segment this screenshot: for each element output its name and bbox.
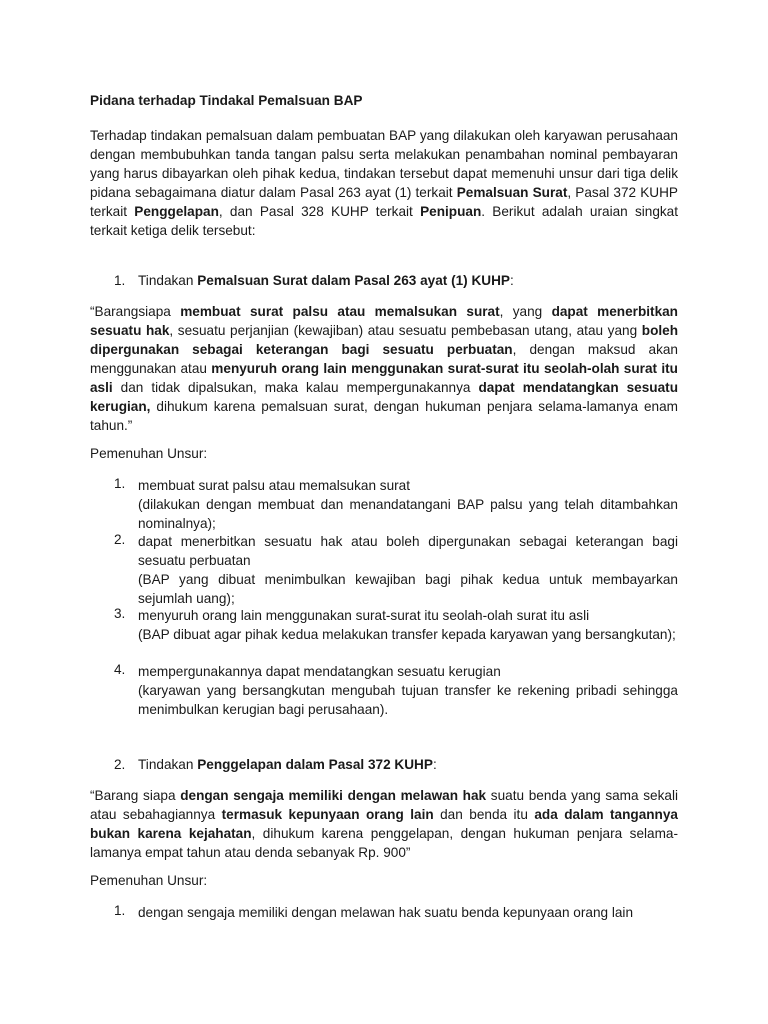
bold-phrase: membuat surat palsu atau memalsukan surat — [180, 304, 500, 319]
text-run: , dan Pasal 328 KUHP terkait — [218, 204, 421, 219]
bold-phrase: Penggelapan — [134, 204, 219, 219]
document-title: Pidana terhadap Tindakal Pemalsuan BAP — [90, 93, 363, 108]
article-372-quote — [90, 786, 678, 862]
bold-phrase: dengan sengaja memiliki dengan melawan hak — [180, 788, 487, 803]
text-run: dan benda itu — [433, 807, 535, 822]
text-run: , Pasal 372 KUHP terkait — [90, 185, 678, 219]
text-run: Tindakan — [138, 273, 198, 288]
text-run: , sesuatu perjanjian (kewajiban) atau sesuatu pembebasan utang, atau yang — [169, 323, 642, 338]
text-run: , yang — [499, 304, 552, 319]
elements-label-2: Pemenuhan Unsur: — [90, 873, 208, 888]
document-page: Pidana terhadap Tindakal Pemalsuan BAP Terhadap tindakan pemalsuan dalam pembuatan BAP yang dilakukan oleh karyawan perusahaan dengan membubuhkan tanda tangan palsu serta melakukan penambahan nominal pembayaran yang harus dibayarkan oleh pihak kedua, tindakan tersebut dapat memenuhi unsur dari tiga delik pidana sebagaimana diatur dalam Pasal 263 ayat (1) terkait Pemalsuan Surat, Pasal 372 KUHP terkait Penggelapan, dan Pasal 328 KUHP terkait Penipuan. Berikut adalah uraian singkat terkait ketiga delik tersebut: 1. Tindakan Pemalsuan Surat dalam Pasal 263 ayat (1) KUHP: “Barangsiapa membuat surat palsu atau memalsukan surat, yang dapat menerbitkan sesuatu hak, sesuatu perjanjian (kewajiban) atau sesuatu pembebasan utang, atau yang boleh dipergunakan sebagai keterangan bagi sesuatu perbuatan, dengan maksud akan menggunakan atau menyuruh orang lain menggunakan surat-surat itu seolah-olah surat itu asli dan tidak dipalsukan, maka kalau mempergunakannya dapat mendatangkan sesuatu kerugian, dihukum karena pemalsuan surat, dengan hukuman penjara selama-lamanya enam tahun.” Pemenuhan Unsur: 1. membuat surat palsu atau memalsukan surat (dilakukan dengan membuat dan menandatangani BAP palsu yang telah ditambahkan nominalnya); 2. dapat menerbitkan sesuatu hak atau boleh dipergunakan sebagai keterangan bagi sesuatu perbuatan (BAP yang dibuat menimbulkan kewajiban bagi pihak kedua untuk membayarkan sejumlah uang); 3. menyuruh orang lain menggunakan surat-surat itu seolah-olah surat itu asli (BAP dibuat agar pihak kedua melakukan transfer kepada karyawan yang bersangkutan); 4. mempergunakannya dapat mendatangkan sesuatu kerugian (karyawan yang bersangkutan mengubah tujuan transfer ke rekening pribadi sehingga menimbulkan kerugian bagi perusahaan). 2. Tindakan Penggelapan dalam Pasal 372 KUHP: “Barang siapa dengan sengaja memiliki dengan melawan hak suatu benda yang sama sekali atau sebahagiannya termasuk kepunyaan orang lain dan benda itu ada dalam tangannya bukan karena kejahatan, dihukum karena penggelapan, dengan hukuman penjara selama-lamanya empat tahun atau denda sebanyak Rp. 900” Pemenuhan Unsur: 1. dengan sengaja memiliki dengan melawan hak suatu benda kepunyaan orang lain — [90, 93, 679, 920]
text-run: suatu benda yang sama sekali atau sebahagiannya — [90, 788, 678, 822]
text-run: : — [510, 273, 514, 288]
text-run: dan tidak dipalsukan, maka kalau mempergunakannya — [112, 380, 479, 395]
bold-phrase: ada dalam tangannya bukan karena kejahatan — [90, 807, 678, 841]
text-run: Tindakan — [138, 757, 198, 772]
text-run: , dihukum karena penggelapan, dengan hukuman penjara selama-lamanya empat tahun atau denda sebanyak Rp. 900” — [90, 826, 678, 860]
intro-paragraph — [90, 126, 678, 240]
text-run: “Barang siapa — [90, 788, 181, 803]
text-run: “Barangsiapa — [90, 304, 181, 319]
bold-phrase: Pemalsuan Surat — [456, 185, 568, 200]
bold-phrase: Pemalsuan Surat dalam Pasal 263 ayat (1) KUHP — [197, 273, 510, 288]
text-run: Terhadap tindakan pemalsuan dalam pembuatan BAP yang dilakukan oleh karyawan perusahaan dengan membubuhkan tanda tangan palsu serta melakukan penambahan nominal pembayaran yang harus dibayarkan oleh pihak kedua, tindakan tersebut dapat memenuhi unsur dari tiga delik pidana sebagaimana diatur dalam Pasal 263 ayat (1) terkait — [90, 128, 678, 200]
bold-phrase: Penipuan — [420, 204, 482, 219]
elements-label-1: Pemenuhan Unsur: — [90, 446, 208, 461]
bold-phrase: Penggelapan dalam Pasal 372 KUHP — [197, 757, 433, 772]
bold-phrase: termasuk kepunyaan orang lain — [221, 807, 434, 822]
bold-phrase: boleh dipergunakan sebagai keterangan bagi sesuatu perbuatan — [90, 323, 679, 357]
bold-phrase: dapat mendatangkan sesuatu kerugian, — [90, 380, 678, 414]
bold-phrase: menyuruh orang lain menggunakan surat-surat itu seolah-olah surat itu asli — [90, 361, 678, 395]
text-run: . Berikut adalah uraian singkat terkait ketiga delik tersebut: — [90, 204, 679, 238]
bold-phrase: dapat menerbitkan sesuatu hak — [90, 304, 678, 338]
text-run: dihukum karena pemalsuan surat, dengan hukuman penjara selama-lamanya enam tahun.” — [90, 399, 678, 433]
text-run: : — [432, 757, 437, 772]
article-263-quote — [90, 302, 678, 435]
text-run: , dengan maksud akan menggunakan atau — [90, 342, 678, 376]
